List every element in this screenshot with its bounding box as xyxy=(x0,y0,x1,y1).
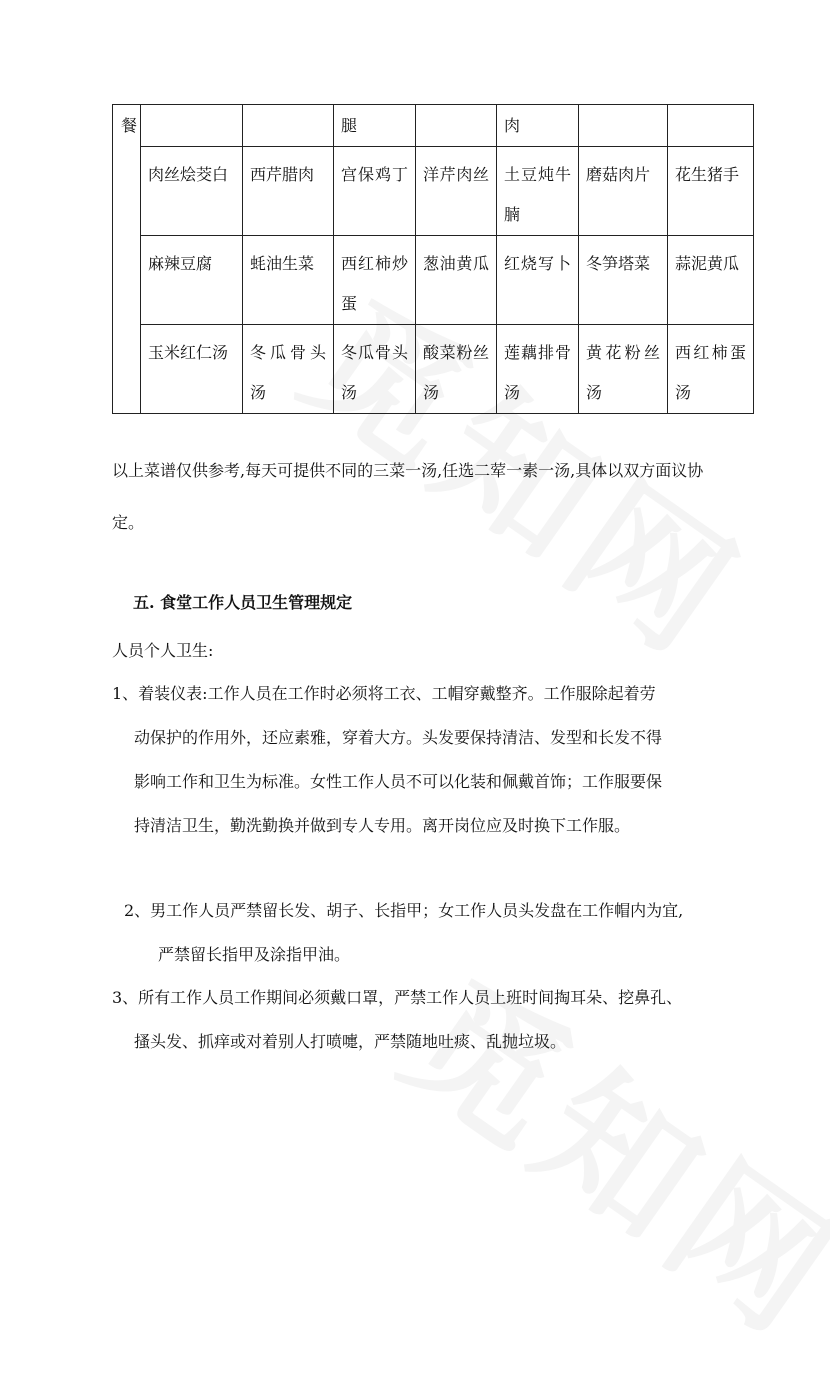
rule-item-3 xyxy=(112,976,682,1064)
section-heading: 五. 食堂工作人员卫生管理规定 xyxy=(133,593,353,612)
table-cell: 红烧写卜 xyxy=(497,236,579,325)
table-cell: 冬瓜骨头汤 xyxy=(334,325,416,414)
table-cell xyxy=(243,105,334,147)
table-cell: 莲藕排骨汤 xyxy=(497,325,579,414)
rule-3-line-2: 搔头发、抓痒或对着别人打喷嚏，严禁随地吐痰、乱抛垃圾。 xyxy=(134,1032,567,1051)
table-row xyxy=(113,147,754,236)
rule-2-line-1: 2、男工作人员严禁留长发、胡子、长指甲；女工作人员头发盘在工作帽内为宜, xyxy=(124,901,684,920)
table-cell: 西芹腊肉 xyxy=(243,147,334,236)
table-cell: 麻辣豆腐 xyxy=(141,236,243,325)
rule-1-line-3: 影响工作和卫生为标准。女性工作人员不可以化装和佩戴首饰；工作服要保 xyxy=(134,772,663,791)
table-cell: 蚝油生菜 xyxy=(243,236,334,325)
table-cell xyxy=(141,105,243,147)
table-cell: 肉 xyxy=(497,105,579,147)
menu-note: 以上菜谱仅供参考,每天可提供不同的三菜一汤,任选二荤一素一汤,具体以双方面议协定。 xyxy=(112,461,704,532)
table-cell: 黄花粉丝汤 xyxy=(579,325,668,414)
rule-item-1 xyxy=(112,672,662,848)
section-subheading: 人员个人卫生: xyxy=(112,641,214,660)
table-cell: 洋芹肉丝 xyxy=(416,147,497,236)
rule-3-line-1: 3、所有工作人员工作期间必须戴口罩，严禁工作人员上班时间掏耳朵、挖鼻孔、 xyxy=(112,988,683,1007)
rule-1-line-4: 持清洁卫生，勤洗勤换并做到专人专用。离开岗位应及时换下工作服。 xyxy=(134,816,631,835)
table-cell: 冬瓜骨头汤 xyxy=(243,325,334,414)
table-cell: 冬笋塔菜 xyxy=(579,236,668,325)
table-cell: 蒜泥黄瓜 xyxy=(668,236,754,325)
menu-table xyxy=(112,104,754,414)
table-cell xyxy=(579,105,668,147)
meal-label-cell: 餐 xyxy=(113,105,141,414)
rule-1-line-2: 动保护的作用外，还应素雅，穿着大方。头发要保持清洁、发型和长发不得 xyxy=(134,728,663,747)
table-cell: 宫保鸡丁 xyxy=(334,147,416,236)
rule-item-2 xyxy=(124,889,683,977)
table-cell: 玉米红仁汤 xyxy=(141,325,243,414)
rule-2-line-2: 严禁留长指甲及涂指甲油。 xyxy=(158,945,351,964)
table-cell: 肉丝烩茭白 xyxy=(141,147,243,236)
table-row xyxy=(113,236,754,325)
table-cell xyxy=(416,105,497,147)
table-cell: 葱油黄瓜 xyxy=(416,236,497,325)
table-cell xyxy=(668,105,754,147)
table-cell: 土豆炖牛腩 xyxy=(497,147,579,236)
rule-1-line-1: 1、着装仪表:工作人员在工作时必须将工衣、工帽穿戴整齐。工作服除起着劳 xyxy=(112,684,656,703)
table-cell: 花生猪手 xyxy=(668,147,754,236)
table-cell: 磨菇肉片 xyxy=(579,147,668,236)
table-row xyxy=(113,325,754,414)
table-cell: 腿 xyxy=(334,105,416,147)
table-cell: 西红柿炒蛋 xyxy=(334,236,416,325)
table-cell: 酸菜粉丝汤 xyxy=(416,325,497,414)
table-cell: 西红柿蛋汤 xyxy=(668,325,754,414)
table-row xyxy=(113,105,754,147)
